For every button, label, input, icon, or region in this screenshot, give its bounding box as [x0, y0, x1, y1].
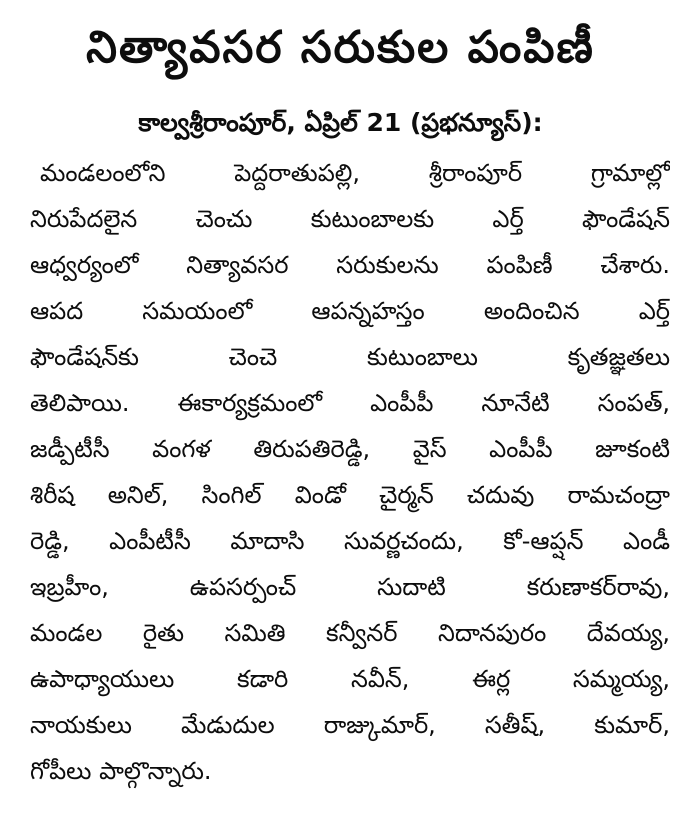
- body-line: రెడ్డి, ఎంపీటీసీ మాదాసి సువర్ణచందు, కో-ఆప్షన్ ఎండీ: [30, 527, 670, 555]
- body-line: నిరుపేదలైన చెంచు కుటుంబాలకు ఎర్త్ ఫౌండేషన్: [30, 205, 670, 233]
- body-line: తెలిపాయి. ఈకార్యక్రమంలో ఎంపీపీ నూనేటి సంపత్,: [30, 389, 670, 417]
- body-line: ఆధ్వర్యంలో నిత్యావసర సరుకులను పంపిణీ చేశారు.: [30, 251, 670, 279]
- body-line: ఫౌండేషన్‌కు చెంచె కుటుంబాలు కృతజ్ఞతలు: [30, 343, 670, 371]
- headline: నిత్యావసర సరుకుల పంపిణీ: [86, 22, 595, 73]
- body-line: నాయకులు మేడుదుల రాజ్కుమార్, సతీష్, కుమార్,: [30, 711, 670, 739]
- clipping-top-edge: [0, 0, 681, 6]
- body-line: ఉపాధ్యాయులు కడారి నవీన్, ఈర్ల సమ్మయ్య,: [30, 665, 670, 693]
- body-line: ఆపద సమయంలో ఆపన్నహస్తం అందించిన ఎర్త్: [30, 297, 670, 325]
- body-line: ఇబ్రహీం, ఉపసర్పంచ్ సుదాటి కరుణాకర్‌రావు,: [30, 573, 670, 601]
- article-body: [30, 150, 670, 794]
- body-line: శిరీష అనిల్, సింగిల్ విండో చైర్మన్ చదువు రామచంద్రా: [30, 481, 670, 509]
- body-line: మండల రైతు సమితి కన్వీనర్ నిదానపురం దేవయ్య,: [30, 619, 670, 647]
- body-line: మండలంలోని పెద్దరాతుపల్లి, శ్రీరాంపూర్ గ్రామాల్లో: [40, 159, 670, 187]
- body-line: జడ్పీటీసీ వంగళ తిరుపతిరెడ్డి, వైస్ ఎంపీపీ జూకంటి: [30, 435, 670, 463]
- dateline: కాల్వశ్రీరాంపూర్, ఏప్రిల్ 21 (ప్రభన్యూస్):: [138, 108, 543, 137]
- body-line: గోపీలు పాల్గొన్నారు.: [30, 757, 212, 785]
